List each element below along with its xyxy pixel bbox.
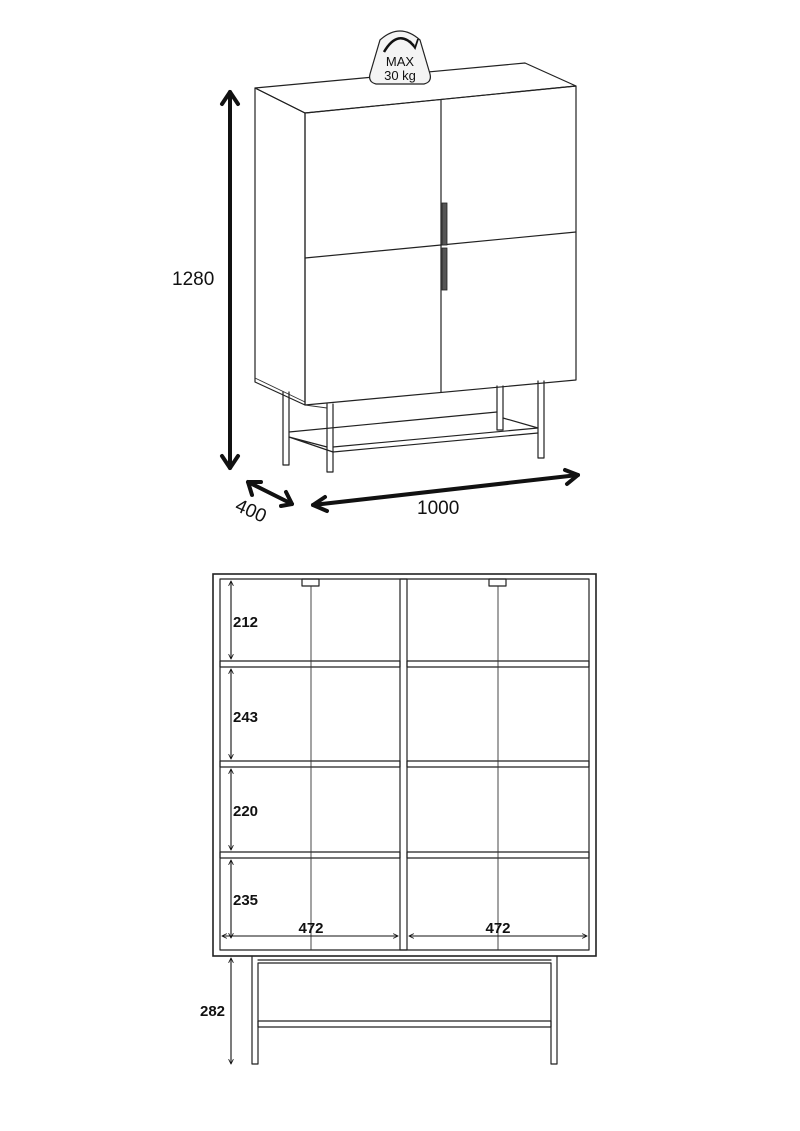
inner-width-right-label: 472	[485, 920, 511, 937]
height-label: 1280	[172, 269, 215, 290]
compartment-3-label: 220	[233, 803, 259, 820]
cabinet-side	[255, 88, 305, 405]
isometric-view	[172, 31, 578, 527]
width-label: 1000	[417, 498, 460, 519]
leg-height-dimension	[200, 958, 231, 1064]
depth-dimension	[232, 482, 292, 527]
badge-line2: 30 kg	[384, 68, 416, 83]
door-split-right	[441, 232, 576, 245]
compartment-2-label: 243	[233, 709, 259, 726]
front-view	[200, 574, 596, 1064]
compartment-1-label: 212	[233, 614, 259, 631]
lower-handle	[442, 248, 447, 290]
badge-line1: MAX	[385, 54, 415, 69]
compartment-dimensions	[231, 581, 258, 938]
shelves	[220, 661, 589, 858]
upper-handle	[442, 203, 447, 245]
leg-height-label: 282	[200, 1003, 226, 1020]
max-load-badge	[370, 31, 431, 84]
front-leg-frame	[252, 956, 557, 1064]
center-divider	[400, 579, 407, 950]
door-split-left	[305, 245, 441, 258]
compartment-4-label: 235	[233, 892, 259, 909]
hinge-left	[302, 579, 319, 586]
front-inner	[220, 579, 589, 950]
front-body	[213, 574, 596, 956]
width-dimension	[313, 470, 578, 519]
height-dimension	[172, 92, 238, 468]
depth-label: 400	[231, 495, 270, 528]
inner-width-dimensions	[222, 920, 587, 937]
inner-width-left-label: 472	[298, 920, 324, 937]
hinge-right	[489, 579, 506, 586]
